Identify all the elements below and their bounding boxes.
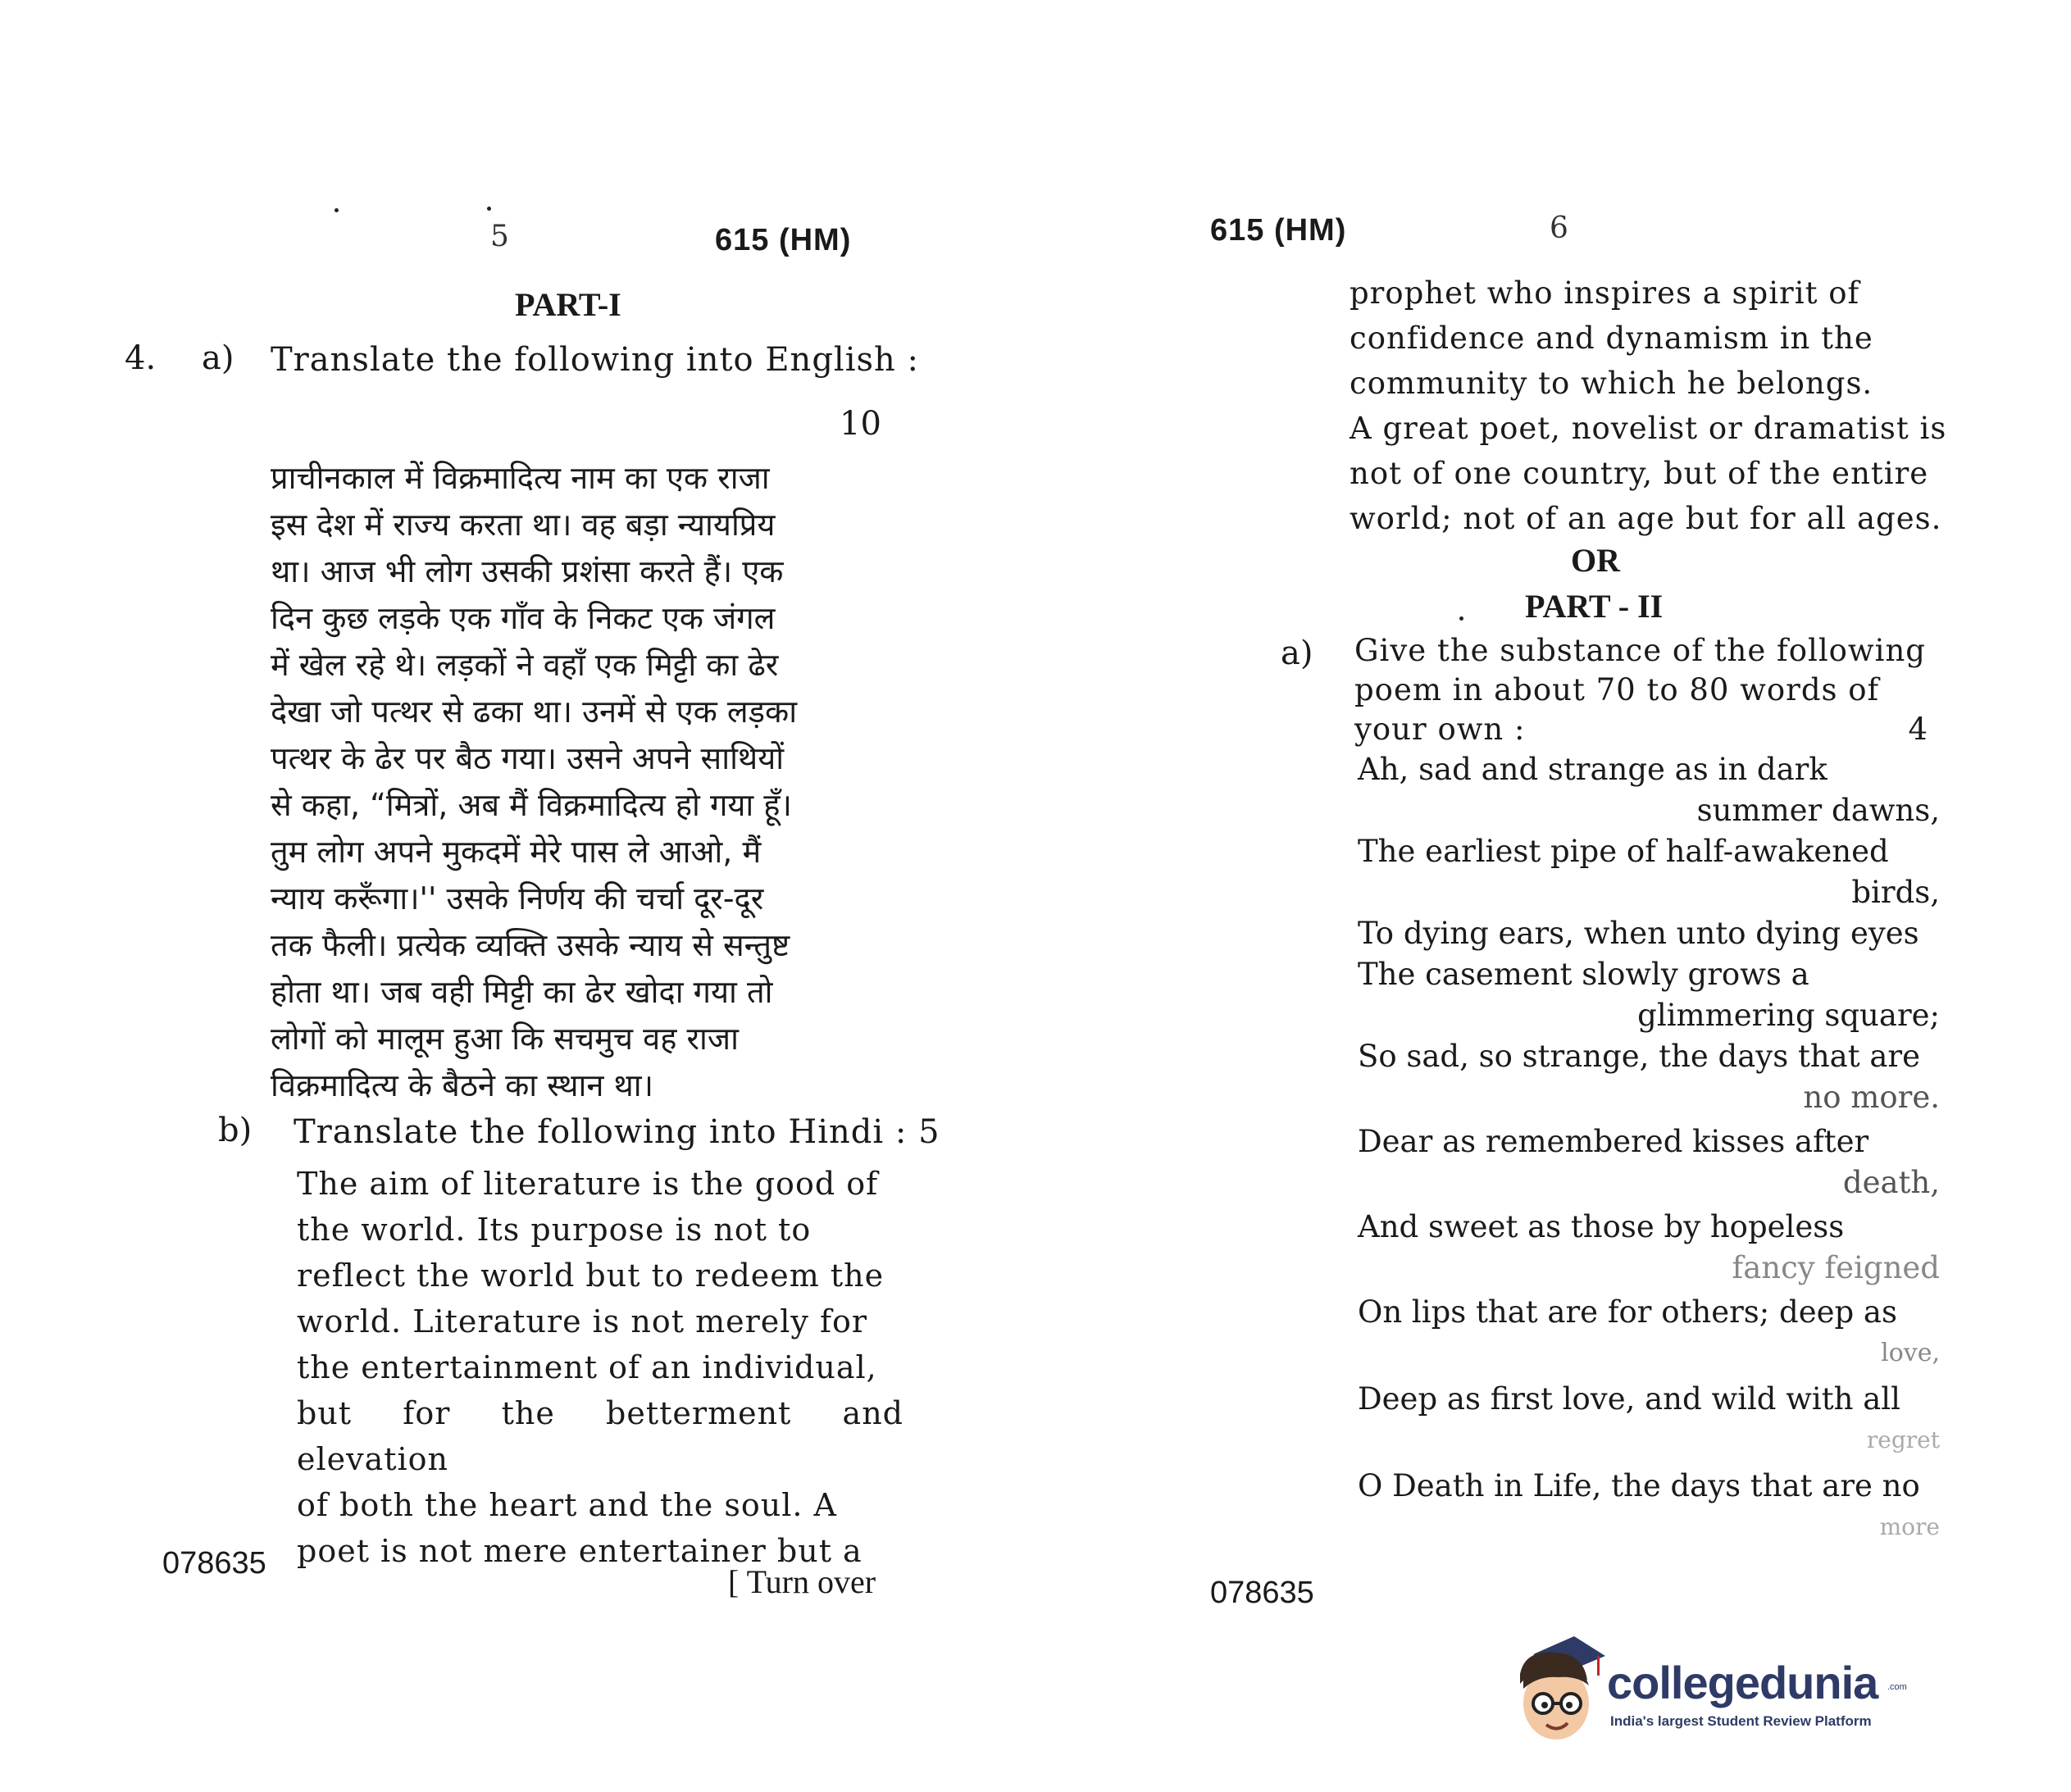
page-number: 6	[1550, 211, 1568, 245]
english-line: world. Literature is not merely for	[297, 1303, 868, 1339]
question-a-label: a)	[202, 339, 234, 377]
english-line: but for the betterment and elevation	[297, 1395, 904, 1477]
poem-line-continuation: more	[1879, 1513, 1940, 1540]
poem-line: The earliest pipe of half-awakened	[1358, 834, 1889, 869]
scan-speck	[1459, 616, 1463, 621]
scan-speck	[335, 208, 339, 212]
hindi-line: से कहा, “मित्रों, अब मैं विक्रमादित्य हो गया हूँ।	[271, 787, 792, 823]
prose-line: community to which he belongs.	[1350, 366, 1873, 401]
question-line	[1354, 710, 1928, 749]
question-last-line: your own :	[1354, 712, 1526, 747]
hindi-line: तक फैली। प्रत्येक व्यक्ति उसके न्याय से सन्तुष्ट	[271, 927, 790, 963]
question-a-label: a)	[1281, 634, 1313, 672]
english-line: the world. Its purpose is not to	[297, 1212, 812, 1248]
question-b-label: b)	[218, 1112, 253, 1149]
poem-line: Deep as first love, and wild with all	[1358, 1381, 1900, 1417]
poem-line-continuation: love,	[1881, 1339, 1940, 1367]
hindi-line: था। आज भी लोग उसकी प्रशंसा करते हैं। एक	[271, 553, 784, 589]
poem-line: And sweet as those by hopeless	[1358, 1209, 1845, 1244]
hindi-line: प्राचीनकाल में विक्रमादित्य नाम का एक राजा	[271, 460, 770, 496]
question-a-text: Translate the following into English :	[271, 341, 919, 379]
poem-line-continuation: regret	[1866, 1426, 1940, 1453]
question-a-marks: 10	[840, 405, 881, 443]
hindi-line: तुम लोग अपने मुकदमें मेरे पास ले आओ, मैं	[271, 834, 762, 870]
question-b-text: Translate the following into Hindi : 5	[294, 1113, 940, 1151]
logo-domain-suffix: .com	[1887, 1682, 1907, 1692]
prose-line: world; not of an age but for all ages.	[1350, 501, 1942, 536]
poem-line-continuation: no more.	[1803, 1080, 1940, 1115]
prose-line: confidence and dynamism in the	[1350, 321, 1873, 356]
poem-line: Ah, sad and strange as in dark	[1358, 752, 1827, 787]
poem-line: On lips that are for others; deep as	[1358, 1294, 1897, 1330]
question-line: poem in about 70 to 80 words of	[1354, 672, 1880, 707]
hindi-line: इस देश में राज्य करता था। वह बड़ा न्यायप्रिय	[271, 507, 776, 543]
footer-code: 078635	[162, 1546, 266, 1581]
poem-line: To dying ears, when unto dying eyes	[1358, 916, 1919, 951]
paper-code: 615 (HM)	[715, 223, 852, 257]
hindi-line: लोगों को मालूम हुआ कि सचमुच वह राजा	[271, 1021, 739, 1057]
poem-line-continuation: glimmering square;	[1637, 998, 1940, 1033]
paper-code: 615 (HM)	[1210, 213, 1347, 248]
part-title: PART-I	[515, 286, 621, 323]
logo-tagline: India's largest Student Review Platform	[1610, 1713, 1872, 1729]
english-line: The aim of literature is the good of	[297, 1166, 879, 1202]
poem-line-continuation: fancy feigned	[1732, 1250, 1940, 1285]
poem-line: The casement slowly grows a	[1358, 957, 1809, 992]
prose-line: not of one country, but of the entire	[1350, 456, 1929, 491]
logo-wordmark: collegedunia	[1607, 1657, 1878, 1708]
english-line: of both the heart and the soul. A	[297, 1487, 837, 1523]
poem-line: Dear as remembered kisses after	[1358, 1124, 1869, 1159]
hindi-line: में खेल रहे थे। लड़कों ने वहाँ एक मिट्टी का ढेर	[271, 647, 779, 683]
hindi-line: होता था। जब वही मिट्टी का ढेर खोदा गया तो	[271, 974, 773, 1010]
question-line: Give the substance of the following	[1354, 633, 1926, 668]
question-a-marks: 4	[1908, 712, 1928, 747]
page-number: 5	[490, 220, 509, 253]
question-number: 4.	[125, 339, 157, 377]
poem-line-continuation: death,	[1842, 1165, 1940, 1200]
hindi-line: दिन कुछ लड़के एक गाँव के निकट एक जंगल	[271, 600, 776, 636]
hindi-passage	[271, 455, 894, 1109]
part-two-title: PART - II	[1525, 588, 1664, 625]
english-line: the entertainment of an individual,	[297, 1349, 877, 1385]
poem-line-continuation: birds,	[1851, 875, 1940, 910]
footer-code: 078635	[1210, 1576, 1314, 1610]
english-line: poet is not mere entertainer but a	[297, 1533, 863, 1569]
poem-line: So sad, so strange, the days that are	[1358, 1039, 1920, 1074]
poem	[1358, 749, 1940, 1548]
poem-line-continuation: summer dawns,	[1696, 793, 1940, 828]
scan-speck	[487, 207, 491, 211]
hindi-line: विक्रमादित्य के बैठने का स्थान था।	[271, 1067, 654, 1103]
hindi-line: देखा जो पत्थर से ढका था। उनमें से एक लड़का	[271, 694, 798, 730]
english-passage	[297, 1161, 904, 1574]
mascot-icon	[1509, 1631, 1607, 1746]
or-label: OR	[1571, 542, 1620, 579]
poem-line: O Death in Life, the days that are no	[1358, 1468, 1920, 1503]
turn-over: [ Turn over	[728, 1563, 876, 1600]
question-a-text	[1354, 631, 1928, 749]
prose-line: prophet who inspires a spirit of	[1350, 275, 1860, 311]
english-line: reflect the world but to redeem the	[297, 1258, 885, 1294]
hindi-line: पत्थर के ढेर पर बैठ गया। उसने अपने साथियों	[271, 740, 785, 776]
continued-prose	[1350, 271, 1947, 541]
collegedunia-logo	[1509, 1631, 1907, 1746]
prose-line: A great poet, novelist or dramatist is	[1350, 411, 1947, 446]
hindi-line: न्याय करूँगा।'' उसके निर्णय की चर्चा दूर-दूर	[271, 880, 764, 916]
